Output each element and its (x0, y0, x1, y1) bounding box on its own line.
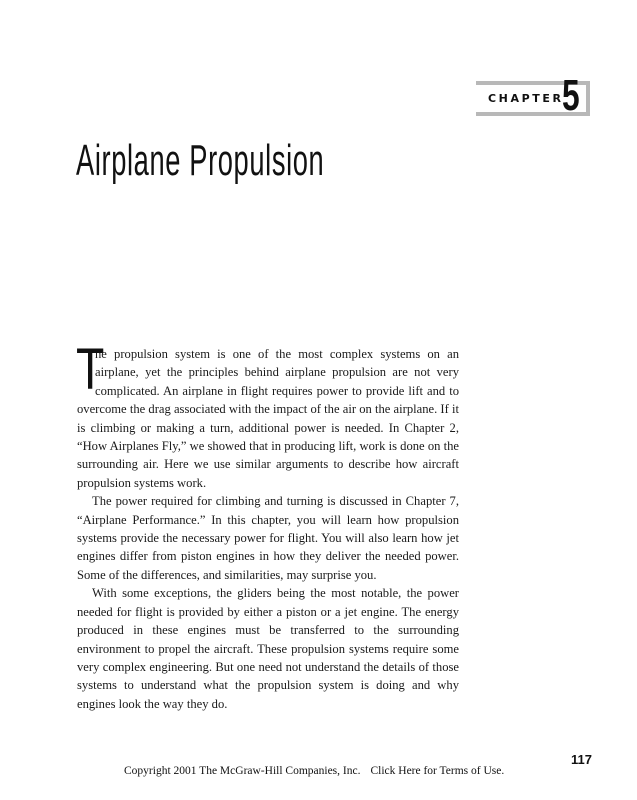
drop-cap: T (76, 337, 105, 402)
paragraph-1 (76, 337, 459, 492)
page-title: Airplane Propulsion (76, 136, 325, 185)
paragraph-2: The power required for climbing and turning is discussed in Chapter 7, “Airplane Performance.” In this chapter, you will learn how propulsion systems provide the necessary power for flight. You will also learn how jet engines differ from piston engines in how they deliver the needed power. Some of the differences, and similarities, may surprise you. (77, 494, 459, 582)
chapter-body (76, 337, 459, 713)
terms-of-use-link[interactable]: Click Here for Terms of Use. (370, 765, 505, 777)
paragraph-1-text: he propulsion system is one of the most complex systems on an airplane, yet the principles behind airplane propulsion are not very complicated. An airplane in flight requires power to provide lift and to overcome the drag associated with the impact of the air on the airplane. If it is climbing or making a turn, additional power is needed. In Chapter 2, “How Airplanes Fly,” we showed that in producing lift, work is done on the surrounding air. Here we use similar arguments to describe how aircraft propulsion systems work. (77, 347, 459, 490)
footer (124, 765, 504, 777)
paragraph-3: With some exceptions, the gliders being the most notable, the power needed for flight is provided by either a piston or a jet engine. The energy produced in these engines must be transferred to the surrounding environment to propel the aircraft. These propulsion systems require some very complex engineering. But one need not understand the details of those systems to understand what the propulsion system is doing and why engines look the way they do. (77, 586, 459, 711)
chapter-number: 5 (562, 71, 580, 120)
chapter-label: CHAPTER (488, 92, 564, 105)
copyright-notice: Copyright 2001 The McGraw-Hill Companies, Inc. (124, 765, 361, 777)
chapter-box-right-rule (586, 81, 590, 116)
page-number: 117 (571, 752, 592, 767)
